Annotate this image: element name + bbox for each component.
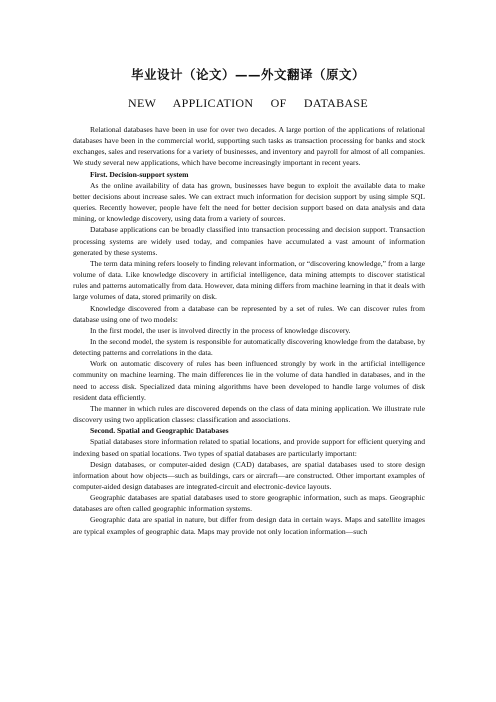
paragraph: Knowledge discovered from a database can be represented by a set of rules. We can discover rules from database using one of two models: — [73, 303, 425, 324]
paragraph: In the second model, the system is responsible for automatically discovering knowledge from the database, by detecting patterns and correlations in the data. — [73, 336, 425, 358]
paragraph: Geographic databases are spatial databases used to store geographic information, such as maps. Geographic databases are often called geographic information systems. — [73, 493, 425, 514]
paragraph: In the first model, the user is involved directly in the process of knowledge discovery. — [90, 325, 351, 335]
paragraph: Geographic data are spatial in nature, but differ from design data in certain ways. Maps and satellite images are typical examples of geographic data. Maps may provide not only location information—such — [73, 515, 425, 536]
paragraph: The manner in which rules are discovered depends on the class of data mining application. We illustrate rule discovery using two application classes: classification and associations. — [73, 403, 425, 425]
paragraph: Design databases, or computer-aided design (CAD) databases, are spatial databases used to store design information about how objects—such as buildings, cars or aircraft—are constructed. Other important examples of computer-aided design databases are integrated-circuit and electronic-device layouts. — [73, 459, 425, 491]
paragraph: Relational databases have been in use for over two decades. A large portion of the applications of relational databases have been in the commercial world, supporting such tasks as transaction processing for banks and stock exchanges, sales and reservations for a variety of businesses, and inventory and payroll for almost of all companies. We study several new applications, which have become increasingly important in recent years. — [73, 125, 425, 168]
section-heading: First. Decision-support system — [90, 169, 189, 179]
document-title-chinese: 毕业设计（论文）——外文翻译（原文） — [130, 67, 365, 82]
paragraph: Database applications can be broadly classified into transaction processing and decision support. Transaction processing systems are widely used today, and companies have accumulated a vast amount of information generated by these systems. — [73, 225, 425, 257]
paragraph: Spatial databases store information related to spatial locations, and provide support for efficient querying and indexing based on spatial locations. Two types of spatial databases are particularly important: — [73, 437, 425, 458]
paragraph: The term data mining refers loosely to finding relevant information, or “discovering knowledge,” from a large volume of data. Like knowledge discovery in artificial intelligence, data mining attempts to discover statistical rules and patterns automatically from data. However, data mining differs from machine learning in that it deals with large volumes of data, stored primarily on disk. — [73, 258, 425, 302]
section-heading: Second. Spatial and Geographic Databases — [90, 426, 229, 436]
document-title-english: NEW APPLICATION OF DATABASE — [128, 96, 368, 110]
paragraph: As the online availability of data has grown, businesses have begun to exploit the available data to make better decisions about increase sales. We can extract much information for decision support by using simple SQL queries. Recently however, people have felt the need for better decision support based on data analysis and data mining, or knowledge discovery, using data from a variety of sources. — [73, 180, 425, 224]
paragraph: Work on automatic discovery of rules has been influenced strongly by work in the artificial intelligence community on machine learning. The main differences lie in the volume of data handled in databases, and in the need to access disk. Specialized data mining algorithms have been developed to handle large volumes of disk resident data efficiently. — [73, 359, 425, 402]
document-body — [73, 124, 425, 537]
